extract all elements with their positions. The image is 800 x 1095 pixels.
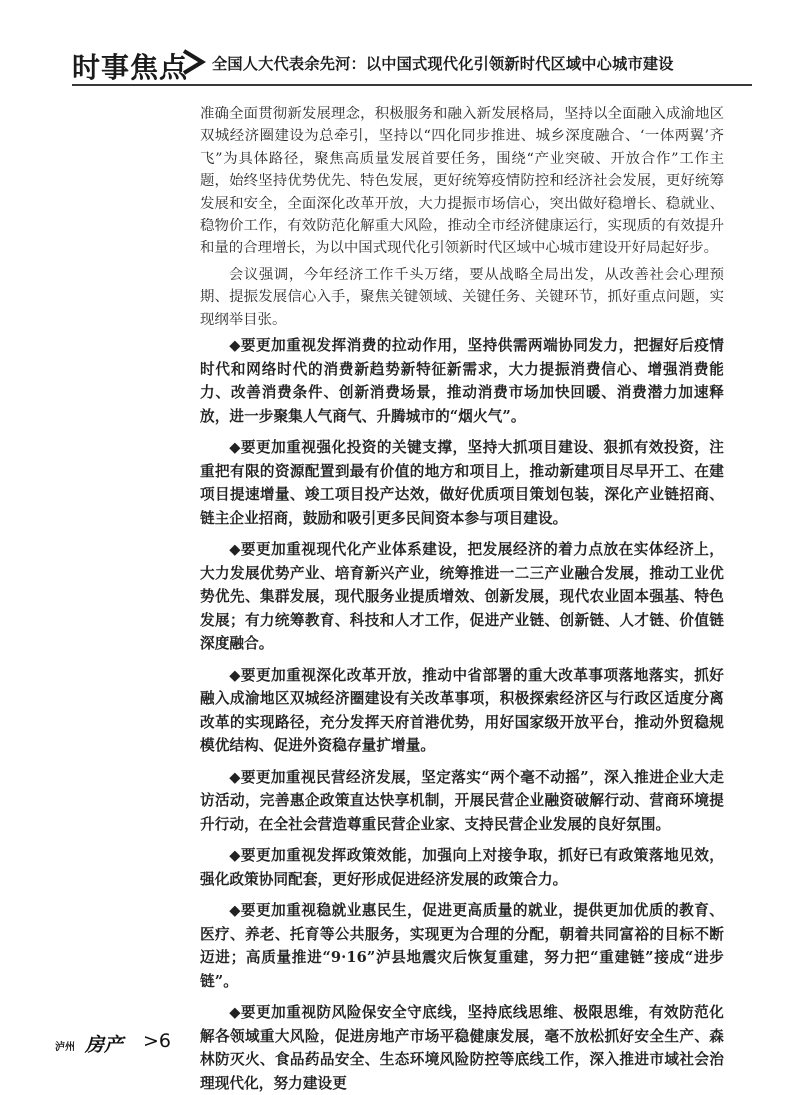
bullet-paragraph: ◆要更加重视深化改革开放，推动中省部署的重大改革事项落地落实，抓好融入成渝地区双城经济圈建设有关改革事项，积极探索经济区与行政区适度分离改革的实现路径，充分发挥天府首港优势，用好国家级开放平台，推动外贸稳规模优结构、促进外资稳存量扩增量。 (200, 666, 724, 755)
header-divider (72, 84, 752, 86)
chevron-right-icon (180, 47, 208, 77)
bullet-paragraph: ◆要更加重视发挥政策效能，加强向上对接争取，抓好已有政策落地见效，强化政策协同配套，更好形成促进经济发展的政策合力。 (200, 847, 724, 888)
article-headline: 全国人大代表余先河：以中国式现代化引领新时代区域中心城市建设 (212, 55, 674, 73)
bullet-paragraph: ◆要更加重视现代化产业体系建设，把发展经济的着力点放在实体经济上，大力发展优势产业、培育新兴产业，统筹推进一二三产业融合发展，推动工业优势优先、集群发展，现代服务业提质增效、创新发展，现代农业固本强基、特色发展；有力统筹教育、科技和人才工作，促进产业链、创新链、人才链、价值链深度融合。 (200, 541, 724, 653)
page-header (72, 44, 752, 88)
bullet-paragraph: ◆要更加重视防风险保安全守底线，坚持底线思维、极限思维，有效防范化解各领域重大风险，促进房地产市场平稳健康发展，毫不放松抓好安全生产、森林防灭火、食品药品安全、生态环境风险防控等底线工作，深入推进市域社会治理现代化，努力建设更 (200, 1004, 724, 1092)
body-paragraph: 会议强调，今年经济工作千头万绪，要从战略全局出发，从改善社会心理预期、提振发展信心入手，聚焦关键领域、关键任务、关键环节，抓好重点问题，实现纲举目张。 (200, 266, 724, 328)
section-title: 时事焦点 (72, 51, 189, 84)
bullet-paragraph: ◆要更加重视发挥消费的拉动作用，坚持供需两端协同发力，把握好后疫情时代和网络时代的消费新趋势新特征新需求，大力提振消费信心、增强消费能力、改善消费条件、创新消费场景，推动消费市场加快回暖、消费潜力加速释放，进一步聚集人气商气、升腾城市的“烟火气”。 (200, 337, 724, 425)
article-body (200, 103, 724, 1095)
bullet-paragraph: ◆要更加重视稳就业惠民生，促进更高质量的就业，提供更加优质的教育、医疗、养老、托育等公共服务，实现更为合理的分配，朝着共同富裕的目标不断迈进；高质量推进“9·16”泸县地震灾后恢复重建，努力把“重建链”接成“进步链”。 (200, 902, 724, 990)
magazine-logo: 房产 (85, 1034, 124, 1056)
page-number: >6 (143, 1030, 172, 1052)
body-paragraph: 准确全面贯彻新发展理念，积极服务和融入新发展格局，坚持以全面融入成渝地区双城经济圈建设为总牵引，坚持以“四化同步推进、城乡深度融合、‘一体两翼’齐飞”为具体路径，聚焦高质量发展首要任务，围绕“产业突破、开放合作”工作主题，始终坚持优势优先、特色发展，更好统筹疫情防控和经济社会发展，更好统筹发展和安全，全面深化改革开放，大力提振市场信心，突出做好稳增长、稳就业、稳物价工作，有效防范化解重大风险，推动全市经济健康运行，实现质的有效提升和量的合理增长，为以中国式现代化引领新时代区域中心城市建设开好局起好步。 (200, 106, 724, 257)
magazine-city: 泸州 (55, 1042, 75, 1053)
page-footer (55, 1030, 275, 1056)
bullet-paragraph: ◆要更加重视强化投资的关键支撑，坚持大抓项目建设、狠抓有效投资，注重把有限的资源配置到最有价值的地方和项目上，推动新建项目尽早开工、在建项目提速增量、竣工项目投产达效，做好优质项目策划包装，深化产业链招商、链主企业招商，鼓励和吸引更多民间资本参与项目建设。 (200, 439, 724, 527)
bullet-paragraph: ◆要更加重视民营经济发展，坚定落实“两个毫不动摇”，深入推进企业大走访活动，完善惠企政策直达快享机制，开展民营企业融资破解行动、营商环境提升行动，在全社会营造尊重民营企业家、支持民营企业发展的良好氛围。 (200, 768, 724, 833)
